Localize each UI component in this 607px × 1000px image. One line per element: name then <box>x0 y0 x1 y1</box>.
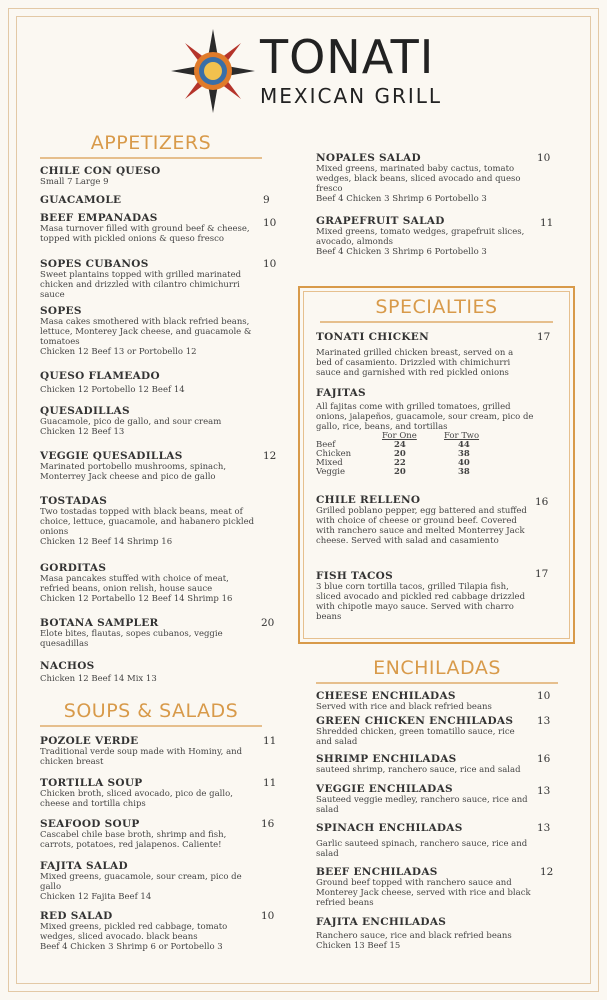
price-one: 20 <box>394 467 406 477</box>
menu-item <box>40 212 255 244</box>
item-price: 17 <box>537 331 551 343</box>
item-description: Grilled poblano pepper, egg battered and stuffed with choice of cheese or ground beef. Covered with ranchero sauce and melted Monterrey Jack cheese. Served with salad and casamiento <box>316 506 527 546</box>
specialties-title: SPECIALTIES <box>375 296 498 318</box>
item-description: Marinated portobello mushrooms, spinach, Monterrey Jack cheese and pico de gallo <box>40 462 227 482</box>
item-name: SOPES CUBANOS <box>40 258 149 270</box>
menu-item <box>316 753 541 775</box>
item-options: Chicken 12 Beef 14 Shrimp 16 <box>40 537 173 547</box>
item-price: 12 <box>263 450 277 462</box>
menu-item <box>40 735 255 767</box>
menu-item <box>316 690 531 712</box>
item-price: 10 <box>537 152 551 164</box>
price-two: 40 <box>458 458 470 468</box>
item-name: FAJITA SALAD <box>40 860 128 872</box>
brand <box>260 30 443 108</box>
item-name: CHILE CON QUESO <box>40 165 161 177</box>
item-description: Marinated grilled chicken breast, served on a bed of casamiento. Drizzled with chimichurri sauce and garnished with red pickled onions <box>316 348 514 378</box>
item-name: GORDITAS <box>40 562 107 574</box>
item-description: Elote bites, flautas, sopes cubanos, veggie quesadillas <box>40 629 223 649</box>
item-options: Chicken 12 Beef 13 or Portobello 12 <box>40 347 197 357</box>
price-two: 38 <box>458 449 470 459</box>
header <box>0 28 607 118</box>
item-name: SEAFOOD SOUP <box>40 818 140 830</box>
menu-item <box>316 331 531 378</box>
item-description: Ground beef topped with ranchero sauce and Monterey Jack cheese, served with rice and black refried beans <box>316 878 531 908</box>
divider <box>320 321 553 323</box>
item-name: SPINACH ENCHILADAS <box>316 822 463 834</box>
item-name: FISH TACOS <box>316 570 393 582</box>
price-one: 22 <box>394 458 406 468</box>
menu-item <box>316 866 531 908</box>
soups-header <box>40 700 262 727</box>
item-name: FAJITA ENCHILADAS <box>316 916 447 928</box>
appetizers-header <box>40 132 262 159</box>
item-name: VEGGIE QUESADILLAS <box>40 450 183 462</box>
row-label: Mixed <box>316 458 343 468</box>
brand-subtitle: MEXICAN GRILL <box>260 84 443 108</box>
item-price: 20 <box>261 617 275 629</box>
item-name: POZOLE VERDE <box>40 735 139 747</box>
row-label: Chicken <box>316 449 352 459</box>
item-price: 16 <box>535 496 549 508</box>
divider <box>40 157 262 159</box>
brand-name: TONATI <box>260 30 435 84</box>
item-name: FAJITAS <box>316 387 366 399</box>
item-description: Two tostadas topped with black beans, meat of choice, lettuce, guacamole, and habanero pickled onions <box>40 507 255 537</box>
divider <box>40 725 262 727</box>
price-two: 38 <box>458 467 470 477</box>
item-name: SHRIMP ENCHILADAS <box>316 753 457 765</box>
price-one: 24 <box>394 440 406 450</box>
item-options: Small 7 Large 9 <box>40 177 109 187</box>
menu-item <box>40 562 260 604</box>
fajitas-price-table <box>316 432 483 477</box>
item-name: BEEF ENCHILADAS <box>316 866 438 878</box>
item-price: 11 <box>540 217 554 229</box>
menu-item <box>316 215 531 257</box>
item-description: All fajitas come with grilled tomatoes, grilled onions, jalapeños, guacamole, sour cream, pico de gallo, rice, beans, and tortillas <box>316 402 534 432</box>
item-options: Beef 4 Chicken 3 Shrimp 6 Portobello 3 <box>316 247 487 257</box>
item-name: QUESADILLAS <box>40 405 130 417</box>
item-description: 3 blue corn tortilla tacos, grilled Tilapia fish, sliced avocado and pickled red cabbage drizzled with chipotle mayo sauce. Served with charro beans <box>316 582 526 622</box>
item-options: Beef 4 Chicken 3 Shrimp 6 Portobello 3 <box>316 194 487 204</box>
item-options: Chicken 12 Portabello 12 Beef 14 Shrimp 16 <box>40 594 233 604</box>
menu-item <box>316 152 531 204</box>
col-header: For Two <box>444 431 480 441</box>
item-description: Served with rice and black refried beans <box>316 702 492 712</box>
item-options: Beef 4 Chicken 3 Shrimp 6 or Portobello 3 <box>40 942 223 952</box>
item-description: Mixed greens, tomato wedges, grapefruit slices, avocado, almonds <box>316 227 525 247</box>
item-price: 13 <box>537 715 551 727</box>
divider <box>316 682 558 684</box>
item-name: TORTILLA SOUP <box>40 777 143 789</box>
item-options: Chicken 12 Portobello 12 Beef 14 <box>40 385 185 395</box>
soups-title: SOUPS & SALADS <box>63 700 239 722</box>
item-price: 13 <box>537 822 551 834</box>
col-header: For One <box>382 431 417 441</box>
item-options: Chicken 12 Beef 14 Mix 13 <box>40 674 157 684</box>
item-name: TOSTADAS <box>40 495 108 507</box>
item-description: Guacamole, pico de gallo, and sour cream <box>40 417 222 427</box>
menu-item <box>40 860 255 902</box>
enchiladas-header <box>316 657 558 684</box>
item-description: Sweet plantains topped with grilled marinated chicken and drizzled with cilantro chimichurri sauce <box>40 270 242 300</box>
item-price: 10 <box>537 690 551 702</box>
appetizers-title: APPETIZERS <box>90 132 212 154</box>
menu-item <box>40 194 275 206</box>
item-description: Shredded chicken, green tomatillo sauce, rice and salad <box>316 727 515 747</box>
item-description: Masa pancakes stuffed with choice of meat, refried beans, onion relish, house sauce <box>40 574 229 594</box>
item-name: CHILE RELLENO <box>316 494 421 506</box>
price-one: 20 <box>394 449 406 459</box>
menu-item <box>40 660 275 684</box>
menu-item <box>316 916 531 951</box>
item-description: Masa turnover filled with ground beef & cheese, topped with pickled onions & queso fresco <box>40 224 250 244</box>
menu-item <box>40 818 255 850</box>
row-label: Beef <box>316 440 336 450</box>
menu-item <box>40 258 255 300</box>
menu-item <box>40 777 255 809</box>
item-name: NACHOS <box>40 660 95 672</box>
item-description: Ranchero sauce, rice and black refried beans <box>316 931 512 941</box>
item-description: Mixed greens, marinated baby cactus, tomato wedges, black beans, sliced avocado and queso fresco <box>316 164 521 194</box>
item-description: Masa cakes smothered with black refried beans, lettuce, Monterey Jack cheese, and guacamole & tomatoes <box>40 317 252 347</box>
item-name: VEGGIE ENCHILADAS <box>316 783 453 795</box>
menu-item <box>316 783 531 815</box>
item-name: GUACAMOLE <box>40 194 122 206</box>
item-price: 9 <box>263 194 270 206</box>
menu-item <box>40 450 255 482</box>
row-label: Veggie <box>316 467 346 477</box>
menu-item <box>40 305 255 357</box>
item-name: GRAPEFRUIT SALAD <box>316 215 445 227</box>
item-name: NOPALES SALAD <box>316 152 421 164</box>
item-description: Chicken broth, sliced avocado, pico de gallo, cheese and tortilla chips <box>40 789 233 809</box>
item-price: 11 <box>263 735 277 747</box>
menu-item <box>40 910 255 952</box>
menu-item <box>40 370 275 395</box>
item-name: BOTANA SAMPLER <box>40 617 159 629</box>
enchiladas-title: ENCHILADAS <box>373 657 501 679</box>
menu-item <box>316 715 531 747</box>
specialties-header <box>310 296 563 323</box>
menu-item <box>316 494 531 546</box>
item-description: Mixed greens, guacamole, sour cream, pico de gallo <box>40 872 242 892</box>
item-price: 12 <box>540 866 554 878</box>
item-name: QUESO FLAMEADO <box>40 370 160 382</box>
item-name: SOPES <box>40 305 82 317</box>
item-name: RED SALAD <box>40 910 113 922</box>
item-price: 10 <box>263 217 277 229</box>
price-two: 44 <box>458 440 470 450</box>
item-description: sauteed shrimp, ranchero sauce, rice and salad <box>316 765 521 775</box>
sun-logo-icon <box>170 28 256 114</box>
item-price: 16 <box>537 753 551 765</box>
item-price: 16 <box>261 818 275 830</box>
item-description: Sauteed veggie medley, ranchero sauce, rice and salad <box>316 795 528 815</box>
item-options: Chicken 12 Fajita Beef 14 <box>40 892 152 902</box>
item-description: Traditional verde soup made with Hominy, and chicken breast <box>40 747 243 767</box>
item-price: 17 <box>535 568 549 580</box>
menu-item <box>40 165 275 187</box>
item-description: Garlic sauteed spinach, ranchero sauce, rice and salad <box>316 839 528 859</box>
item-name: GREEN CHICKEN ENCHILADAS <box>316 715 514 727</box>
item-price: 10 <box>261 910 275 922</box>
item-price: 13 <box>537 785 551 797</box>
menu-item <box>40 495 255 547</box>
item-options: Chicken 12 Beef 13 <box>40 427 125 437</box>
menu-item <box>40 617 255 649</box>
item-name: TONATI CHICKEN <box>316 331 429 343</box>
menu-item <box>316 387 541 477</box>
menu-item <box>40 405 275 437</box>
menu-item <box>316 822 531 859</box>
item-price: 11 <box>263 777 277 789</box>
item-description: Mixed greens, pickled red cabbage, tomato wedges, sliced avocado. black beans <box>40 922 228 942</box>
item-description: Cascabel chile base broth, shrimp and fish, carrots, potatoes, red jalapenos. Caliente! <box>40 830 227 850</box>
item-price: 10 <box>263 258 277 270</box>
item-options: Chicken 13 Beef 15 <box>316 941 401 951</box>
menu-item <box>316 570 531 622</box>
item-name: CHEESE ENCHILADAS <box>316 690 456 702</box>
item-name: BEEF EMPANADAS <box>40 212 158 224</box>
